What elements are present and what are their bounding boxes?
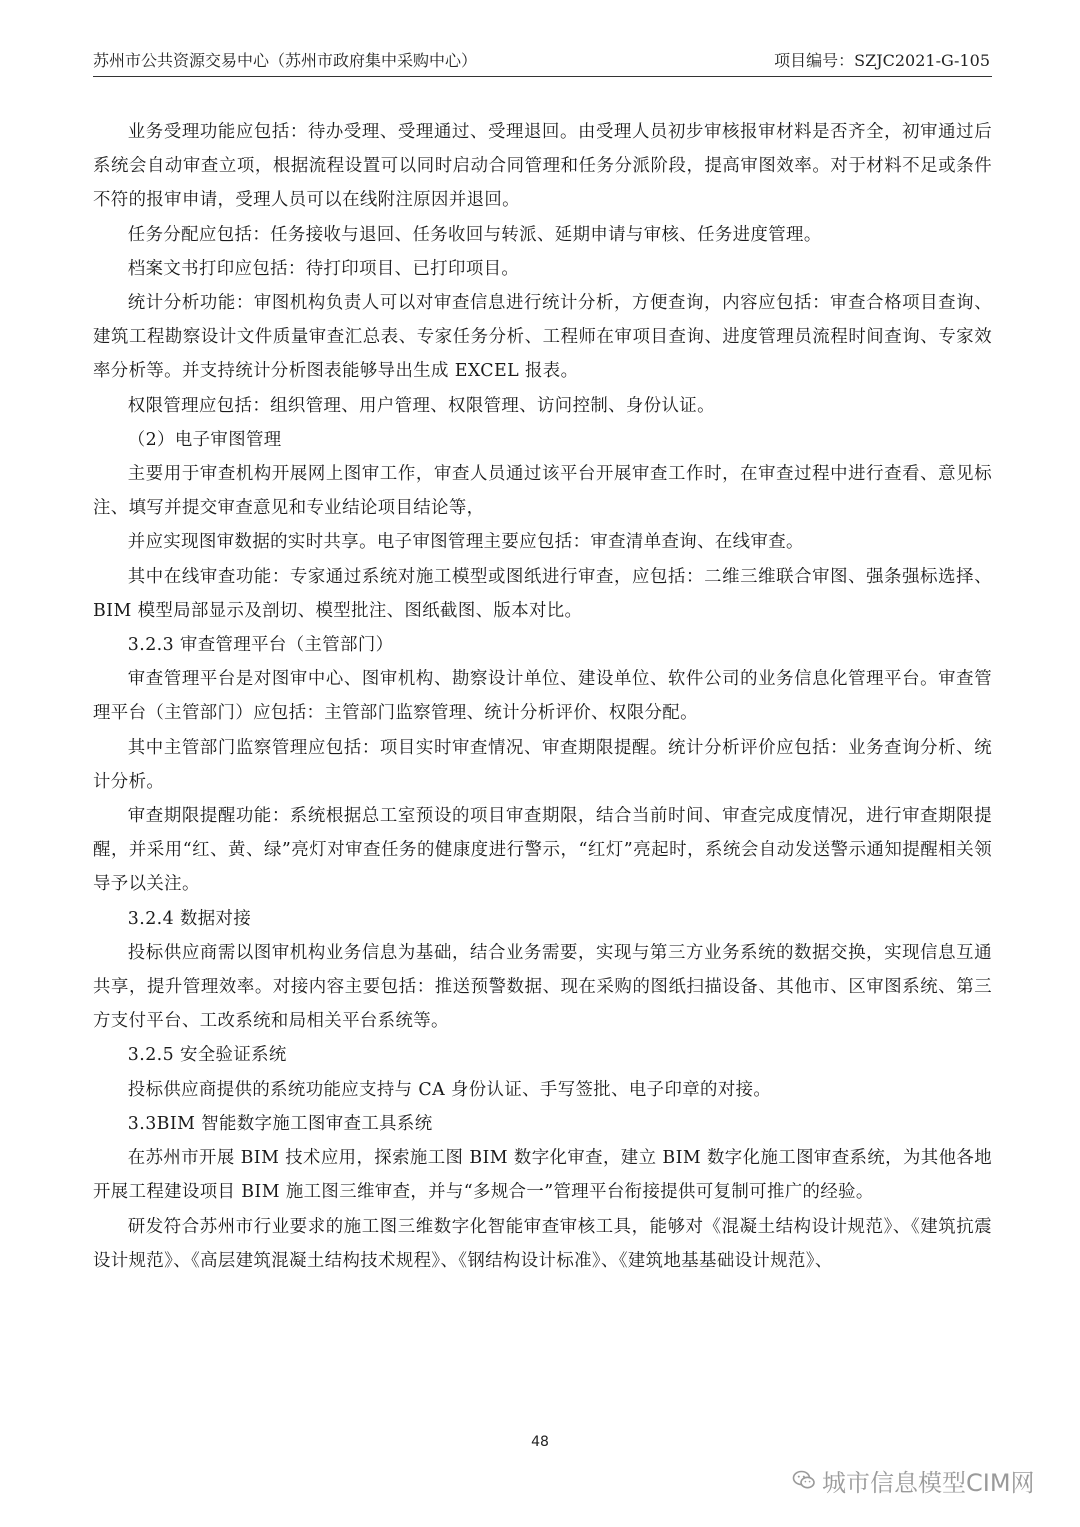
paragraph-archive-printing: 档案文书打印应包括：待打印项目、已打印项目。 (127, 258, 520, 279)
header-project-number: 项目编号：SZJC2021-G-105 (774, 51, 990, 70)
paragraph-bim-tool: 研发符合苏州市行业要求的施工图三维数字化智能审查审核工具，能够对《混凝土结构设计规范》、《建筑抗震设计规范》、《高层建筑混凝土结构技术规程》、《钢结构设计标准》、《建筑地基基础设计规范》、 (93, 1216, 992, 1271)
page-number: 48 (531, 1434, 549, 1450)
paragraph-security: 投标供应商提供的系统功能应支持与 CA 身份认证、手写签批、电子印章的对接。 (127, 1079, 772, 1100)
paragraph-business-acceptance: 业务受理功能应包括：待办受理、受理通过、受理退回。由受理人员初步审核报审材料是否齐全，初审通过后系统会自动审查立项，根据流程设置可以同时启动合同管理和任务分派阶段，提高审图效率。对于材料不足或条件不符的报审申请，受理人员可以在线附注原因并退回。 (93, 122, 992, 211)
paragraph-online-review: 其中在线审查功能：专家通过系统对施工模型或图纸进行审查，应包括：二维三维联合审图、强条强标选择、BIM 模型局部显示及剖切、模型批注、图纸截图、版本对比。 (93, 566, 992, 621)
wechat-icon (792, 1468, 816, 1492)
section-heading-3-3: 3.3BIM 智能数字施工图审查工具系统 (127, 1113, 433, 1134)
paragraph-task-assignment: 任务分配应包括：任务接收与退回、任务收回与转派、延期申请与审核、任务进度管理。 (127, 224, 822, 245)
paragraph-permission: 权限管理应包括：组织管理、用户管理、权限管理、访问控制、身份认证。 (127, 395, 715, 416)
watermark (792, 1460, 1035, 1500)
paragraph-review-platform: 审查管理平台是对图审中心、图审机构、勘察设计单位、建设单位、软件公司的业务信息化管理平台。审查管理平台（主管部门）应包括：主管部门监察管理、统计分析评价、权限分配。 (93, 669, 992, 724)
page-header (93, 50, 992, 77)
section-heading-3-2-3: 3.2.3 审查管理平台（主管部门） (127, 635, 394, 656)
document-body (93, 115, 992, 1278)
watermark-text: 城市信息模型CIM网 (822, 1468, 1035, 1497)
paragraph-data-integration: 投标供应商需以图审机构业务信息为基础，结合业务需要，实现与第三方业务系统的数据交换，实现信息互通共享，提升管理效率。对接内容主要包括：推送预警数据、现在采购的图纸扫描设备、其他市、区审图系统、第三方支付平台、工改系统和局相关平台系统等。 (93, 942, 992, 1032)
section-heading-3-2-5: 3.2.5 安全验证系统 (127, 1045, 287, 1066)
paragraph-supervision: 其中主管部门监察管理应包括：项目实时审查情况、审查期限提醒。统计分析评价应包括：业务查询分析、统计分析。 (93, 737, 992, 792)
section-heading-3-2-4: 3.2.4 数据对接 (127, 908, 252, 929)
paragraph-data-sharing: 并应实现图审数据的实时共享。电子审图管理主要应包括：审查清单查询、在线审查。 (127, 532, 804, 553)
paragraph-electronic-review-intro: 主要用于审查机构开展网上图审工作，审查人员通过该平台开展审查工作时，在审查过程中进行查看、意见标注、填写并提交审查意见和专业结论项目结论等， (93, 464, 992, 519)
header-organization: 苏州市公共资源交易中心（苏州市政府集中采购中心） (93, 51, 478, 70)
paragraph-statistics: 统计分析功能：审图机构负责人可以对审查信息进行统计分析，方便查询，内容应包括：审查合格项目查询、建筑工程勘察设计文件质量审查汇总表、专家任务分析、工程师在审项目查询、进度管理员流程时间查询、专家效率分析等。并支持统计分析图表能够导出生成 EXCEL 报表。 (93, 293, 992, 382)
paragraph-bim-application: 在苏州市开展 BIM 技术应用，探索施工图 BIM 数字化审查，建立 BIM 数字化施工图审查系统，为其他各地开展工程建设项目 BIM 施工图三维审查，并与“多规合一”管理平台衔接提供可复制可推广的经验。 (93, 1148, 992, 1203)
paragraph-deadline-reminder: 审查期限提醒功能：系统根据总工室预设的项目审查期限，结合当前时间、审查完成度情况，进行审查期限提醒，并采用“红、黄、绿”亮灯对审查任务的健康度进行警示，“红灯”亮起时，系统会自动发送警示通知提醒相关领导予以关注。 (93, 806, 992, 895)
section-heading-electronic-review: （2）电子审图管理 (127, 429, 282, 450)
